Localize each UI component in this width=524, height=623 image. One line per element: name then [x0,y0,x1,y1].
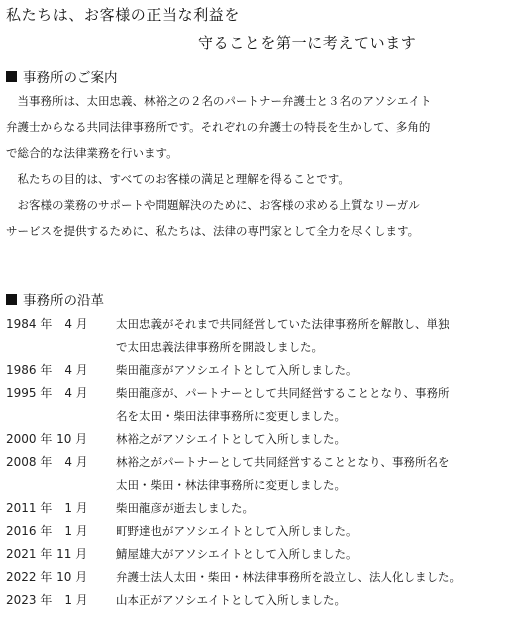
guide-line: サービスを提供するために、私たちは、法律の専門家として全力を尽くします。 [6,224,420,238]
history-event-line: 鯖屋雄大がアソシエイトとして入所しました。 [116,547,358,561]
history-entry [6,382,522,428]
history-date: 1984 年 4 月 [6,317,88,331]
history-list [6,313,522,612]
history-entry [6,543,522,566]
section-heading-guide-label: 事務所のご案内 [23,70,118,86]
guide-line: 当事務所は、太田忠義、林裕之の２名のパートナー弁護士と３名のアソシエイト [6,94,432,108]
history-event-line: 林裕之がアソシエイトとして入所しました。 [116,432,346,446]
square-bullet-icon [6,294,17,305]
history-entry [6,520,522,543]
guide-line: で総合的な法律業務を行います。 [6,146,178,160]
history-event-line: 町野達也がアソシエイトとして入所しました。 [116,524,358,538]
history-event-line: 柴田龍彦が、パートナーとして共同経営することとなり、事務所 [116,386,450,400]
history-event [116,313,522,359]
history-entry [6,451,522,497]
history-event [116,428,522,451]
guide-paragraphs [6,88,518,244]
history-event [116,497,522,520]
history-entry [6,428,522,451]
page-title-line-1: 私たちは、お客様の正当な利益を [6,6,241,24]
history-event [116,451,522,497]
history-date: 2016 年 1 月 [6,524,88,538]
history-event [116,589,522,612]
history-event [116,382,522,428]
section-heading-history [6,289,104,309]
history-date: 2021 年 11 月 [6,547,88,561]
history-event-line: 柴田龍彦が逝去しました。 [116,501,254,515]
history-event [116,566,522,589]
page-title-line-2: 守ることを第一に考えています [198,34,417,52]
history-event-line: で太田忠義法律事務所を開設しました。 [116,340,323,354]
history-entry [6,566,522,589]
history-date: 2008 年 4 月 [6,455,88,469]
history-date: 1986 年 4 月 [6,363,88,377]
history-entry [6,359,522,382]
history-date: 2000 年 10 月 [6,432,88,446]
history-date: 2022 年 10 月 [6,570,88,584]
history-event-line: 弁護士法人太田・柴田・林法律事務所を設立し、法人化しました。 [116,570,461,584]
guide-line: お客様の業務のサポートや問題解決のために、お客様の求める上質なリーガル [6,198,420,212]
history-date: 2011 年 1 月 [6,501,88,515]
history-event-line: 柴田龍彦がアソシエイトとして入所しました。 [116,363,358,377]
history-event-line: 山本正がアソシエイトとして入所しました。 [116,593,346,607]
guide-line: 弁護士からなる共同法律事務所です。それぞれの弁護士の特長を生かして、多角的 [6,120,431,134]
section-heading-guide [6,66,118,86]
history-event-line: 太田・柴田・林法律事務所に変更しました。 [116,478,346,492]
history-date: 2023 年 1 月 [6,593,88,607]
history-event [116,520,522,543]
section-heading-history-label: 事務所の沿革 [23,293,104,309]
history-entry [6,589,522,612]
history-event [116,543,522,566]
history-entry [6,497,522,520]
history-event-line: 太田忠義がそれまで共同経営していた法律事務所を解散し、単独 [116,317,450,331]
history-event-line: 名を太田・柴田法律事務所に変更しました。 [116,409,346,423]
guide-line: 私たちの目的は、すべてのお客様の満足と理解を得ることです。 [6,172,350,186]
history-event [116,359,522,382]
history-event-line: 林裕之がパートナーとして共同経営することとなり、事務所名を [116,455,450,469]
square-bullet-icon [6,71,17,82]
history-entry [6,313,522,359]
history-date: 1995 年 4 月 [6,386,88,400]
